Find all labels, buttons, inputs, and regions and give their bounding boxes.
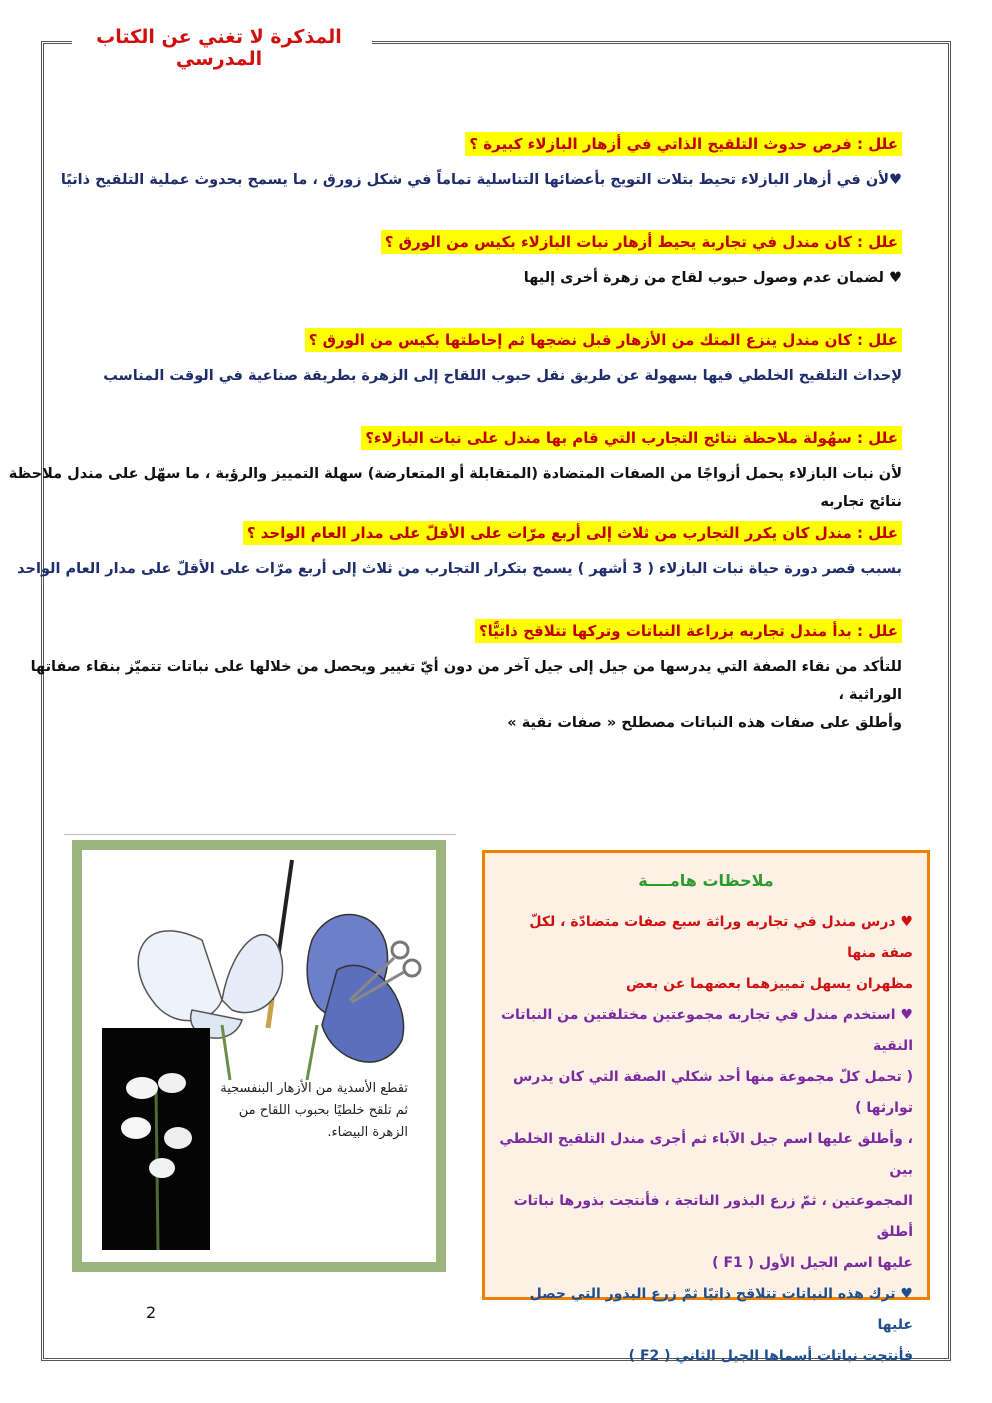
important-notes-box <box>482 850 930 1364</box>
figure-top-line <box>64 834 456 835</box>
answer-continued: وأطلق على صفات هذه النباتات مصطلح « صفات نقية » <box>507 715 902 731</box>
scissors-icon <box>392 942 408 958</box>
answer: ♥ لضمان عدم وصول حبوب لقاح من زهرة أخرى إليها <box>523 270 902 286</box>
answer: لأن نبات البازلاء يحمل أزواجًا من الصفات المتضادة (المتقابلة أو المتعارضة) سهلة التمييز والرؤية ، ما سهّل على مندل ملاحظة نتائج تجاربه <box>8 466 902 510</box>
notes-title: ملاحظات هامــــة <box>638 871 774 890</box>
note-line: مظهران يسهل تمييزهما بعضهما عن بعض <box>625 976 913 992</box>
answer: ♥لأن في أزهار البازلاء تحيط بتلات التويج بأعضائها التناسلية تماماً في شكل زورق ، ما يسمح بحدوث عملية التلقيح ذاتيًا <box>60 172 902 188</box>
note-line: ♥ ترك هذه النباتات تتلاقح ذاتيًا ثمّ زرع البذور التي حصل عليها <box>529 1286 913 1333</box>
question: علل : كان مندل ينزع المتك من الأزهار قبل نضجها ثم إحاطتها بكيس من الورق ؟ <box>305 328 902 352</box>
qa-item-6 <box>0 619 902 737</box>
figure-caption: تقطع الأسدية من الأزهار البنفسجية ثم تلقح خلطيًا بحبوب اللقاح من الزهرة البيضاء. <box>220 1081 408 1140</box>
qa-item-2 <box>381 230 902 292</box>
answer: للتأكد من نقاء الصفة التي يدرسها من جيل إلى جيل آخر من دون أيّ تغيير ويحصل من خلالها على نباتات تتميّز بنقاء صفاتها الوراثية ، <box>30 659 902 703</box>
question: علل : بدأ مندل تجاربه بزراعة النباتات وتركها تتلاقح ذاتيًّا؟ <box>475 619 902 643</box>
qa-item-5 <box>17 521 902 583</box>
page-number: 2 <box>146 1303 157 1322</box>
white-petal <box>138 931 222 1021</box>
note-line: ( تحمل كلّ مجموعة منها أحد شكلي الصفة التي كان يدرس توارثها ) <box>512 1069 913 1116</box>
notes-body <box>493 907 913 1372</box>
qa-item-4 <box>0 426 902 516</box>
note-line: ♥ درس مندل في تجاربه وراثة سبع صفات متضادّة ، لكلّ صفة منها <box>529 914 913 961</box>
figure-inner <box>82 850 436 1262</box>
note-line: المجموعتين ، ثمّ زرع البذور الناتجة ، فأنتجت بذورها نباتات أطلق <box>513 1193 913 1240</box>
flower-stem <box>307 1025 317 1080</box>
qa-item-3 <box>103 328 902 390</box>
question: علل : كان مندل في تجاربة يحيط أزهار نبات البازلاء بكيس من الورق ؟ <box>381 230 902 254</box>
note-line: ، وأطلق عليها اسم جيل الآباء ثم أجرى مندل التلقيح الخلطي بين <box>499 1131 913 1178</box>
answer: بسبب قصر دورة حياة نبات البازلاء ( 3 أشهر ) يسمح بتكرار التجارب من ثلاث إلى أربع مرّات على الأقلّ على مدار العام الواحد <box>17 561 902 577</box>
figure-frame <box>72 840 446 1272</box>
sweet-pea-photo <box>102 1028 210 1250</box>
qa-item-1 <box>61 132 902 194</box>
note-line: ♥ استخدم مندل في تجاربه مجموعتين مختلفتين من النباتات النقية <box>500 1007 913 1054</box>
question: علل : مندل كان يكرر التجارب من ثلاث إلى أربع مرّات على الأقلّ على مدار العام الواحد ؟ <box>243 521 902 545</box>
note-line: فأنتجت نباتات أسماها الجيل الثاني ( F2 ) <box>628 1348 913 1364</box>
header-title: المذكرة لا تغني عن الكتاب المدرسي <box>96 26 342 70</box>
answer: لإحداث التلقيح الخلطي فيها بسهولة عن طريق نقل حبوب اللقاح إلى الزهرة بطريقة صناعية في الوقت المناسب <box>103 368 902 384</box>
question: علل : سهُولة ملاحظة نتائج التجارب التي قام بها مندل على نبات البازلاء؟ <box>361 426 902 450</box>
note-line: عليها اسم الجيل الأول ( F1 ) <box>712 1255 913 1271</box>
question: علل : فرص حدوث التلقيح الذاتي في أزهار البازلاء كبيرة ؟ <box>465 132 902 156</box>
